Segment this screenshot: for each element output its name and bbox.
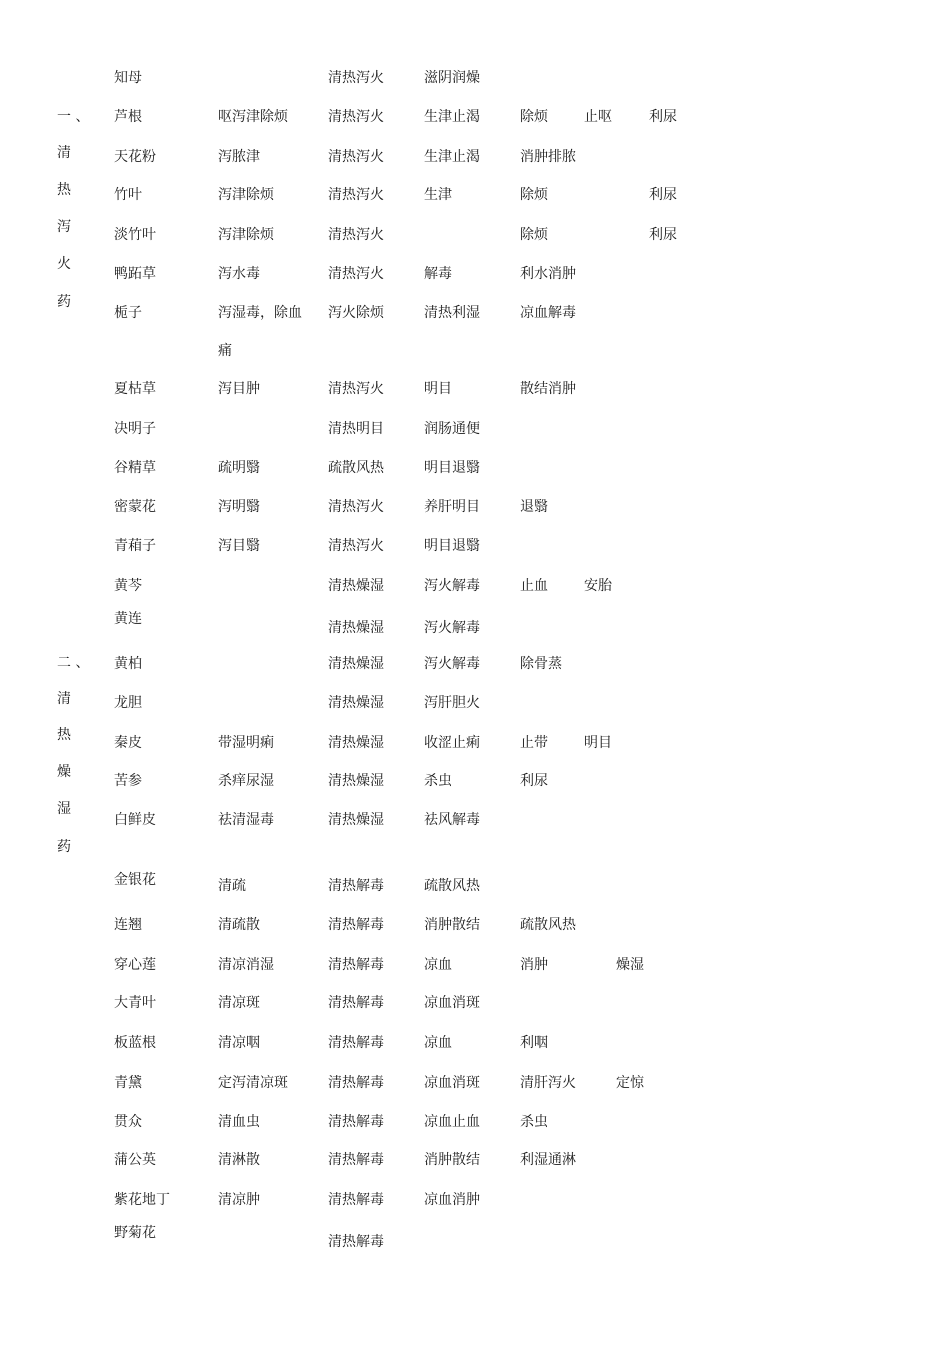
herb-note: 定泻清凉斑: [218, 1075, 288, 1091]
herb-property: 清热泻火: [328, 149, 384, 165]
section-heading-char: 热: [57, 727, 71, 743]
herb-name: 野菊花: [114, 1225, 156, 1241]
herb-property: 散结消肿: [520, 381, 576, 397]
herb-property: 清热泻火: [328, 499, 384, 515]
herb-property: 凉血解毒: [520, 305, 576, 321]
herb-property: 养肝明目: [424, 499, 480, 515]
herb-property: 凉血消斑: [424, 995, 480, 1011]
herb-property: 疏散风热: [520, 917, 576, 933]
herb-note: 清凉肿: [218, 1192, 260, 1208]
section-heading-char: 二 、: [57, 655, 90, 671]
herb-property: 疏散风热: [328, 460, 384, 476]
herb-property: 退翳: [520, 499, 548, 515]
herb-property: 清热解毒: [328, 1152, 384, 1168]
herb-note: 泻明翳: [218, 499, 260, 515]
herb-name: 穿心莲: [114, 957, 156, 973]
herb-property: 清热解毒: [328, 957, 384, 973]
herb-property: 除骨蒸: [520, 656, 562, 672]
section-heading-char: 清: [57, 145, 71, 161]
herb-property: 泻火解毒: [424, 620, 480, 636]
herb-property: 清热解毒: [328, 995, 384, 1011]
herb-property: 明目: [424, 381, 452, 397]
section-heading-char: 燥: [57, 764, 71, 780]
herb-property: 凉血: [424, 1035, 452, 1051]
herb-property: 清热解毒: [328, 1234, 384, 1250]
herb-property: 清热泻火: [328, 538, 384, 554]
herb-name: 黄连: [114, 611, 142, 627]
herb-property: 清热解毒: [328, 878, 384, 894]
herb-name: 连翘: [114, 917, 142, 933]
herb-name: 青黛: [114, 1075, 142, 1091]
herb-property: 消肿排脓: [520, 149, 576, 165]
herb-name: 芦根: [114, 109, 142, 125]
herb-name: 鸭跖草: [114, 266, 156, 282]
herb-property: 清热泻火: [328, 187, 384, 203]
herb-property: 凉血: [424, 957, 452, 973]
herb-property: 解毒: [424, 266, 452, 282]
herb-note: 呕泻津除烦: [218, 109, 288, 125]
herb-property: 定惊: [616, 1075, 644, 1091]
herb-name: 白鲜皮: [114, 812, 156, 828]
herb-property: 利尿: [520, 773, 548, 789]
herb-property: 清热泻火: [328, 266, 384, 282]
herb-name: 密蒙花: [114, 499, 156, 515]
herb-note: 泻脓津: [218, 149, 260, 165]
herb-property: 消肿: [520, 957, 548, 973]
herb-property: 消肿散结: [424, 1152, 480, 1168]
herb-property: 清热解毒: [328, 1075, 384, 1091]
herb-note: 清凉咽: [218, 1035, 260, 1051]
herb-property: 清热燥湿: [328, 773, 384, 789]
herb-property: 收涩止痢: [424, 735, 480, 751]
section-heading-char: 药: [57, 294, 71, 310]
herb-property: 明目退翳: [424, 460, 480, 476]
herb-note: 泻津除烦: [218, 187, 274, 203]
herb-property: 凉血止血: [424, 1114, 480, 1130]
herb-property: 清热解毒: [328, 1192, 384, 1208]
herb-name: 淡竹叶: [114, 227, 156, 243]
herb-property: 凉血消肿: [424, 1192, 480, 1208]
herb-property: 杀虫: [520, 1114, 548, 1130]
herb-property: 泻肝胆火: [424, 695, 480, 711]
herb-property: 明目: [584, 735, 612, 751]
herb-name: 黄芩: [114, 578, 142, 594]
herb-property: 安胎: [584, 578, 612, 594]
herb-property: 清热解毒: [328, 1035, 384, 1051]
herb-property: 利尿: [649, 227, 677, 243]
herb-name: 大青叶: [114, 995, 156, 1011]
herb-name: 天花粉: [114, 149, 156, 165]
herb-property: 明目退翳: [424, 538, 480, 554]
herb-name: 苦参: [114, 773, 142, 789]
herb-name: 栀子: [114, 305, 142, 321]
herb-property: 滋阴润燥: [424, 70, 480, 86]
herb-note-continued: 痛: [218, 343, 232, 359]
herb-note: 疏明翳: [218, 460, 260, 476]
herb-property: 利咽: [520, 1035, 548, 1051]
herb-name: 青葙子: [114, 538, 156, 554]
herb-name: 金银花: [114, 872, 156, 888]
section-heading-char: 热: [57, 182, 71, 198]
herb-property: 泻火除烦: [328, 305, 384, 321]
section-heading-char: 清: [57, 691, 71, 707]
herb-note: 带湿明痢: [218, 735, 274, 751]
herb-note: 泻津除烦: [218, 227, 274, 243]
herb-property: 燥湿: [616, 957, 644, 973]
herb-property: 泻火解毒: [424, 578, 480, 594]
herb-property: 消肿散结: [424, 917, 480, 933]
herb-property: 清热燥湿: [328, 578, 384, 594]
herb-property: 清热燥湿: [328, 620, 384, 636]
section-heading-char: 药: [57, 839, 71, 855]
herb-property: 清肝泻火: [520, 1075, 576, 1091]
herb-note: 杀痒尿湿: [218, 773, 274, 789]
herb-property: 清热泻火: [328, 381, 384, 397]
herb-property: 润肠通便: [424, 421, 480, 437]
herb-property: 除烦: [520, 109, 548, 125]
herb-property: 利湿通淋: [520, 1152, 576, 1168]
herb-property: 清热燥湿: [328, 735, 384, 751]
section-heading-char: 火: [57, 256, 71, 272]
herb-property: 清热解毒: [328, 917, 384, 933]
herb-name: 谷精草: [114, 460, 156, 476]
herb-note: 清淋散: [218, 1152, 260, 1168]
section-heading-char: 一 、: [57, 109, 90, 125]
herb-property: 清热利湿: [424, 305, 480, 321]
herb-property: 止呕: [584, 109, 612, 125]
herb-property: 杀虫: [424, 773, 452, 789]
herb-note: 泻目翳: [218, 538, 260, 554]
herb-name: 决明子: [114, 421, 156, 437]
herb-name: 夏枯草: [114, 381, 156, 397]
herb-note: 祛清湿毒: [218, 812, 274, 828]
herb-name: 板蓝根: [114, 1035, 156, 1051]
herb-property: 生津止渴: [424, 149, 480, 165]
herb-name: 蒲公英: [114, 1152, 156, 1168]
herb-property: 清热解毒: [328, 1114, 384, 1130]
herb-property: 清热燥湿: [328, 656, 384, 672]
herb-property: 清热泻火: [328, 227, 384, 243]
herb-property: 除烦: [520, 227, 548, 243]
herb-note: 清凉消湿: [218, 957, 274, 973]
herb-property: 利尿: [649, 109, 677, 125]
herb-property: 止带: [520, 735, 548, 751]
herb-name: 秦皮: [114, 735, 142, 751]
section-heading-char: 湿: [57, 801, 71, 817]
herb-name: 竹叶: [114, 187, 142, 203]
section-heading-char: 泻: [57, 219, 71, 235]
herb-note: 清凉斑: [218, 995, 260, 1011]
herb-property: 疏散风热: [424, 878, 480, 894]
herb-property: 利尿: [649, 187, 677, 203]
herb-name: 紫花地丁: [114, 1192, 170, 1208]
herb-property: 清热泻火: [328, 109, 384, 125]
herb-note: 泻目肿: [218, 381, 260, 397]
herb-property: 祛风解毒: [424, 812, 480, 828]
herb-property: 生津: [424, 187, 452, 203]
herb-property: 清热明目: [328, 421, 384, 437]
herb-note: 清疏散: [218, 917, 260, 933]
herb-name: 贯众: [114, 1114, 142, 1130]
herb-note: 清血虫: [218, 1114, 260, 1130]
herb-property: 止血: [520, 578, 548, 594]
herb-name: 黄柏: [114, 656, 142, 672]
herb-property: 利水消肿: [520, 266, 576, 282]
herb-note: 泻湿毒，除血: [218, 305, 302, 321]
herb-note: 清疏: [218, 878, 246, 894]
herb-property: 凉血消斑: [424, 1075, 480, 1091]
herb-property: 清热泻火: [328, 70, 384, 86]
herb-note: 泻水毒: [218, 266, 260, 282]
herb-name: 龙胆: [114, 695, 142, 711]
herb-property: 清热燥湿: [328, 812, 384, 828]
herb-name: 知母: [114, 70, 142, 86]
herb-property: 清热燥湿: [328, 695, 384, 711]
herb-property: 泻火解毒: [424, 656, 480, 672]
herb-property: 除烦: [520, 187, 548, 203]
herb-property: 生津止渴: [424, 109, 480, 125]
